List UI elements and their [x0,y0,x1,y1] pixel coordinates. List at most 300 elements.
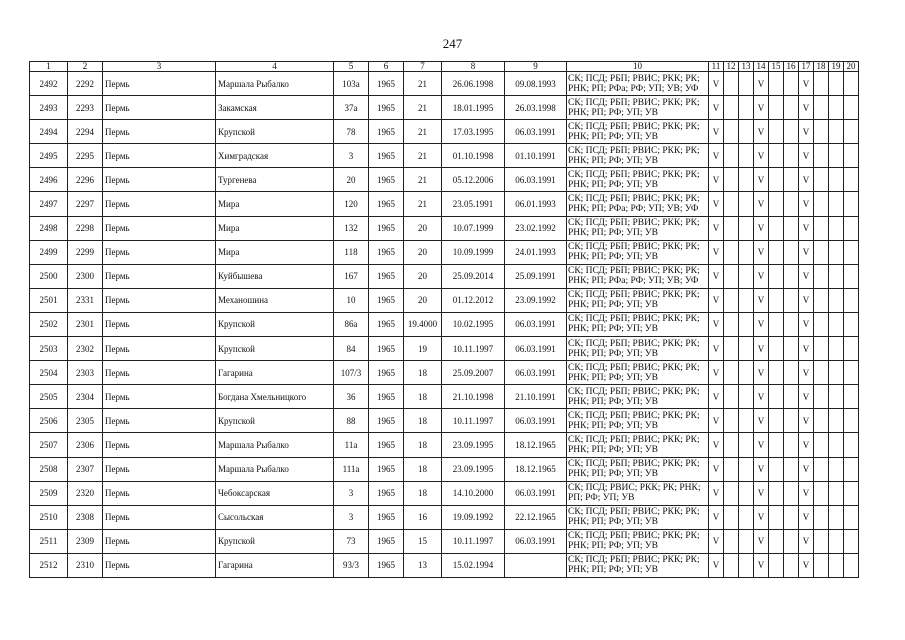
house-number-cell: 103а [334,72,369,96]
flag-cell-17: V [799,385,814,409]
date-2-cell: 06.03.1991 [505,361,567,385]
flag-cell-20 [844,529,859,553]
table-row [30,168,859,192]
flag-cell-14: V [754,553,769,577]
flag-cell-18 [814,505,829,529]
city-cell: Пермь [103,529,216,553]
date-2-cell: 06.03.1991 [505,312,567,336]
date-1-cell: 23.05.1991 [442,192,505,216]
date-1-cell: 17.03.1995 [442,120,505,144]
date-2-cell: 09.08.1993 [505,72,567,96]
city-cell: Пермь [103,264,216,288]
date-1-cell: 21.10.1998 [442,385,505,409]
flag-cell-18 [814,192,829,216]
flag-cell-11: V [709,192,724,216]
id-number-cell: 2295 [68,144,103,168]
year-cell: 1965 [369,72,404,96]
year-cell: 1965 [369,433,404,457]
value-cell: 21 [404,72,442,96]
value-cell: 18 [404,361,442,385]
flag-cell-15 [769,385,784,409]
city-cell: Пермь [103,337,216,361]
date-2-cell: 06.03.1991 [505,529,567,553]
record-number-cell: 2492 [30,72,68,96]
house-number-cell: 78 [334,120,369,144]
id-number-cell: 2310 [68,553,103,577]
house-number-cell: 88 [334,409,369,433]
id-number-cell: 2302 [68,337,103,361]
flag-cell-13 [739,72,754,96]
flag-cell-20 [844,312,859,336]
flag-cell-18 [814,312,829,336]
flag-cell-13 [739,481,754,505]
column-header-10: 10 [567,62,709,72]
column-header-3: 3 [103,62,216,72]
flag-cell-16 [784,264,799,288]
flag-cell-16 [784,505,799,529]
flag-cell-16 [784,192,799,216]
flag-cell-14: V [754,96,769,120]
record-number-cell: 2496 [30,168,68,192]
date-1-cell: 10.02.1995 [442,312,505,336]
column-header-11: 11 [709,62,724,72]
column-header-8: 8 [442,62,505,72]
codes-cell: СК; ПСД; РБП; РВИС; РКК; РК; РНК; РП; РФ; УП; УВ [567,312,709,336]
flag-cell-12 [724,120,739,144]
date-2-cell: 24.01.1993 [505,240,567,264]
flag-cell-15 [769,457,784,481]
city-cell: Пермь [103,361,216,385]
flag-cell-15 [769,264,784,288]
flag-cell-12 [724,529,739,553]
codes-cell: СК; ПСД; РБП; РВИС; РКК; РК; РНК; РП; РФ; УП; УВ [567,553,709,577]
flag-cell-15 [769,192,784,216]
flag-cell-12 [724,264,739,288]
flag-cell-17: V [799,553,814,577]
flag-cell-18 [814,361,829,385]
flag-cell-18 [814,168,829,192]
codes-cell: СК; ПСД; РБП; РВИС; РКК; РК; РНК; РП; РФ; УП; УВ [567,529,709,553]
flag-cell-11: V [709,385,724,409]
flag-cell-20 [844,505,859,529]
record-number-cell: 2506 [30,409,68,433]
flag-cell-12 [724,433,739,457]
city-cell: Пермь [103,240,216,264]
flag-cell-20 [844,192,859,216]
city-cell: Пермь [103,409,216,433]
flag-cell-19 [829,385,844,409]
flag-cell-19 [829,529,844,553]
flag-cell-13 [739,240,754,264]
flag-cell-18 [814,264,829,288]
flag-cell-14: V [754,216,769,240]
table-body [30,72,859,578]
value-cell: 15 [404,529,442,553]
codes-cell: СК; ПСД; РБП; РВИС; РКК; РК; РНК; РП; РФ; УП; УВ [567,288,709,312]
flag-cell-19 [829,72,844,96]
flag-cell-12 [724,505,739,529]
value-cell: 21 [404,168,442,192]
flag-cell-13 [739,361,754,385]
table-row [30,192,859,216]
record-number-cell: 2500 [30,264,68,288]
date-1-cell: 14.10.2000 [442,481,505,505]
date-2-cell: 18.12.1965 [505,457,567,481]
street-cell: Тургенева [216,168,334,192]
codes-cell: СК; ПСД; РВИС; РКК; РК; РНК; РП; РФ; УП; УВ [567,481,709,505]
column-header-17: 17 [799,62,814,72]
id-number-cell: 2292 [68,72,103,96]
flag-cell-15 [769,120,784,144]
house-number-cell: 20 [334,168,369,192]
date-2-cell: 18.12.1965 [505,433,567,457]
column-header-9: 9 [505,62,567,72]
flag-cell-20 [844,216,859,240]
flag-cell-17: V [799,168,814,192]
date-1-cell: 23.09.1995 [442,457,505,481]
flag-cell-16 [784,144,799,168]
flag-cell-15 [769,216,784,240]
table-row [30,288,859,312]
flag-cell-20 [844,553,859,577]
table-row [30,144,859,168]
city-cell: Пермь [103,192,216,216]
flag-cell-18 [814,457,829,481]
house-number-cell: 37а [334,96,369,120]
city-cell: Пермь [103,553,216,577]
street-cell: Крупской [216,312,334,336]
flag-cell-13 [739,192,754,216]
city-cell: Пермь [103,505,216,529]
flag-cell-16 [784,481,799,505]
flag-cell-17: V [799,96,814,120]
record-number-cell: 2497 [30,192,68,216]
codes-cell: СК; ПСД; РБП; РВИС; РКК; РК; РНК; РП; РФ; УП; УВ [567,433,709,457]
flag-cell-12 [724,96,739,120]
table-row [30,361,859,385]
id-number-cell: 2299 [68,240,103,264]
flag-cell-15 [769,361,784,385]
flag-cell-20 [844,264,859,288]
house-number-cell: 120 [334,192,369,216]
city-cell: Пермь [103,144,216,168]
date-1-cell: 19.09.1992 [442,505,505,529]
value-cell: 18 [404,433,442,457]
house-number-cell: 11а [334,433,369,457]
flag-cell-18 [814,216,829,240]
value-cell: 20 [404,240,442,264]
flag-cell-13 [739,144,754,168]
record-number-cell: 2502 [30,312,68,336]
register-table [29,61,859,578]
flag-cell-18 [814,529,829,553]
city-cell: Пермь [103,72,216,96]
value-cell: 16 [404,505,442,529]
value-cell: 21 [404,192,442,216]
flag-cell-11: V [709,409,724,433]
table-row [30,96,859,120]
house-number-cell: 84 [334,337,369,361]
year-cell: 1965 [369,120,404,144]
year-cell: 1965 [369,192,404,216]
street-cell: Крупской [216,529,334,553]
id-number-cell: 2309 [68,529,103,553]
record-number-cell: 2494 [30,120,68,144]
page-number: 247 [442,36,463,51]
id-number-cell: 2294 [68,120,103,144]
record-number-cell: 2510 [30,505,68,529]
date-2-cell: 06.01.1993 [505,192,567,216]
flag-cell-17: V [799,192,814,216]
street-cell: Гагарина [216,553,334,577]
flag-cell-15 [769,312,784,336]
flag-cell-19 [829,216,844,240]
codes-cell: СК; ПСД; РБП; РВИС; РКК; РК; РНК; РП; РФ; УП; УВ [567,385,709,409]
flag-cell-20 [844,457,859,481]
flag-cell-14: V [754,168,769,192]
date-2-cell: 22.12.1965 [505,505,567,529]
flag-cell-18 [814,120,829,144]
year-cell: 1965 [369,264,404,288]
flag-cell-16 [784,168,799,192]
column-header-1: 1 [30,62,68,72]
record-number-cell: 2505 [30,385,68,409]
street-cell: Мира [216,192,334,216]
flag-cell-16 [784,337,799,361]
flag-cell-17: V [799,481,814,505]
flag-cell-20 [844,96,859,120]
flag-cell-12 [724,457,739,481]
flag-cell-13 [739,337,754,361]
flag-cell-14: V [754,457,769,481]
flag-cell-11: V [709,96,724,120]
table-header [30,62,859,72]
flag-cell-14: V [754,505,769,529]
column-header-7: 7 [404,62,442,72]
street-cell: Крупской [216,409,334,433]
city-cell: Пермь [103,385,216,409]
flag-cell-20 [844,144,859,168]
date-2-cell: 21.10.1991 [505,385,567,409]
id-number-cell: 2331 [68,288,103,312]
flag-cell-14: V [754,481,769,505]
column-header-14: 14 [754,62,769,72]
record-number-cell: 2509 [30,481,68,505]
date-1-cell: 10.11.1997 [442,337,505,361]
house-number-cell: 36 [334,385,369,409]
flag-cell-11: V [709,505,724,529]
column-header-12: 12 [724,62,739,72]
flag-cell-16 [784,216,799,240]
flag-cell-18 [814,553,829,577]
flag-cell-11: V [709,433,724,457]
date-1-cell: 05.12.2006 [442,168,505,192]
flag-cell-16 [784,457,799,481]
flag-cell-15 [769,240,784,264]
codes-cell: СК; ПСД; РБП; РВИС; РКК; РК; РНК; РП; РФ; УП; УВ [567,457,709,481]
flag-cell-14: V [754,120,769,144]
record-number-cell: 2498 [30,216,68,240]
date-2-cell: 06.03.1991 [505,337,567,361]
year-cell: 1965 [369,409,404,433]
house-number-cell: 86а [334,312,369,336]
id-number-cell: 2320 [68,481,103,505]
flag-cell-20 [844,240,859,264]
record-number-cell: 2493 [30,96,68,120]
flag-cell-12 [724,481,739,505]
flag-cell-13 [739,433,754,457]
flag-cell-14: V [754,288,769,312]
value-cell: 19 [404,337,442,361]
flag-cell-19 [829,192,844,216]
value-cell: 20 [404,288,442,312]
street-cell: Крупской [216,120,334,144]
id-number-cell: 2296 [68,168,103,192]
house-number-cell: 73 [334,529,369,553]
flag-cell-18 [814,240,829,264]
flag-cell-17: V [799,216,814,240]
flag-cell-17: V [799,409,814,433]
flag-cell-20 [844,72,859,96]
flag-cell-13 [739,216,754,240]
flag-cell-12 [724,337,739,361]
year-cell: 1965 [369,144,404,168]
street-cell: Чебоксарская [216,481,334,505]
flag-cell-20 [844,168,859,192]
flag-cell-14: V [754,192,769,216]
value-cell: 13 [404,553,442,577]
table-row [30,457,859,481]
flag-cell-13 [739,264,754,288]
codes-cell: СК; ПСД; РБП; РВИС; РКК; РК; РНК; РП; РФ; УП; УВ [567,144,709,168]
codes-cell: СК; ПСД; РБП; РВИС; РКК; РК; РНК; РП; РФ; УП; УВ [567,361,709,385]
flag-cell-13 [739,120,754,144]
date-2-cell: 06.03.1991 [505,168,567,192]
flag-cell-20 [844,120,859,144]
flag-cell-14: V [754,433,769,457]
date-2-cell: 25.09.1991 [505,264,567,288]
street-cell: Куйбышева [216,264,334,288]
flag-cell-11: V [709,240,724,264]
flag-cell-11: V [709,337,724,361]
table-row [30,409,859,433]
date-1-cell: 15.02.1994 [442,553,505,577]
flag-cell-15 [769,96,784,120]
flag-cell-18 [814,433,829,457]
id-number-cell: 2308 [68,505,103,529]
flag-cell-19 [829,361,844,385]
house-number-cell: 3 [334,481,369,505]
flag-cell-17: V [799,288,814,312]
id-number-cell: 2298 [68,216,103,240]
street-cell: Закамская [216,96,334,120]
flag-cell-19 [829,553,844,577]
date-2-cell: 23.02.1992 [505,216,567,240]
flag-cell-18 [814,72,829,96]
flag-cell-16 [784,312,799,336]
city-cell: Пермь [103,457,216,481]
value-cell: 18 [404,457,442,481]
flag-cell-15 [769,433,784,457]
city-cell: Пермь [103,433,216,457]
year-cell: 1965 [369,529,404,553]
flag-cell-15 [769,505,784,529]
flag-cell-13 [739,553,754,577]
flag-cell-11: V [709,216,724,240]
flag-cell-17: V [799,361,814,385]
flag-cell-11: V [709,361,724,385]
id-number-cell: 2297 [68,192,103,216]
record-number-cell: 2512 [30,553,68,577]
flag-cell-20 [844,433,859,457]
street-cell: Крупской [216,337,334,361]
record-number-cell: 2495 [30,144,68,168]
street-cell: Мира [216,240,334,264]
id-number-cell: 2304 [68,385,103,409]
value-cell: 18 [404,409,442,433]
date-1-cell: 25.09.2007 [442,361,505,385]
flag-cell-19 [829,457,844,481]
flag-cell-19 [829,240,844,264]
flag-cell-16 [784,385,799,409]
table-row [30,385,859,409]
flag-cell-11: V [709,72,724,96]
street-cell: Механошина [216,288,334,312]
flag-cell-17: V [799,120,814,144]
flag-cell-13 [739,312,754,336]
flag-cell-12 [724,385,739,409]
city-cell: Пермь [103,168,216,192]
flag-cell-13 [739,457,754,481]
flag-cell-19 [829,409,844,433]
flag-cell-14: V [754,337,769,361]
flag-cell-15 [769,72,784,96]
house-number-cell: 118 [334,240,369,264]
street-cell: Маршала Рыбалко [216,433,334,457]
table-row [30,337,859,361]
date-2-cell: 06.03.1991 [505,409,567,433]
year-cell: 1965 [369,168,404,192]
table-row [30,216,859,240]
flag-cell-16 [784,409,799,433]
flag-cell-18 [814,337,829,361]
date-2-cell: 06.03.1991 [505,120,567,144]
flag-cell-17: V [799,433,814,457]
flag-cell-19 [829,337,844,361]
flag-cell-17: V [799,144,814,168]
value-cell: 21 [404,96,442,120]
year-cell: 1965 [369,96,404,120]
id-number-cell: 2303 [68,361,103,385]
flag-cell-14: V [754,240,769,264]
flag-cell-16 [784,96,799,120]
flag-cell-13 [739,505,754,529]
flag-cell-11: V [709,457,724,481]
flag-cell-11: V [709,529,724,553]
table-row [30,553,859,577]
flag-cell-11: V [709,168,724,192]
year-cell: 1965 [369,553,404,577]
flag-cell-18 [814,409,829,433]
value-cell: 20 [404,264,442,288]
column-header-20: 20 [844,62,859,72]
column-header-19: 19 [829,62,844,72]
year-cell: 1965 [369,337,404,361]
table-row [30,529,859,553]
flag-cell-12 [724,168,739,192]
flag-cell-16 [784,433,799,457]
codes-cell: СК; ПСД; РБП; РВИС; РКК; РК; РНК; РП; РФа; РФ; УП; УВ; УФ [567,192,709,216]
